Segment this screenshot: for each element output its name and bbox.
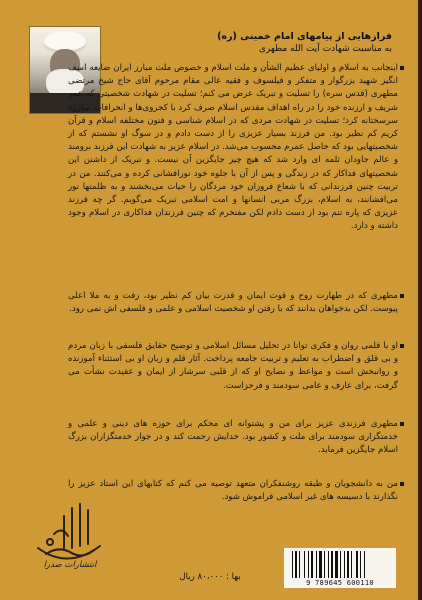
bullet-marker — [400, 66, 404, 70]
bullet-marker — [400, 294, 404, 298]
quote-paragraph-1: اینجانب به اسلام و اولیای عظیم الشأن و ملت اسلام و خصوص ملت مبارز ایران ضایعه اسف انگیز شهید بزرگوار و متفکر و فیلسوف و فقیه عالی مقام مرحوم آقای حاج شیخ مرتضی مطهری (قدس سره) را تسلیت و تبریک عرض می کنم؛ تسلیت در شهادت شخصیتی که عمر شریف و ارزنده خود را در راه اهداف مقدس اسلام صرف کرد با کجروی‌ها و انحرافات مبارزه سرسختانه کرد؛ تسلیت در شهادت مردی که در اسلام شناسی و فنون مختلفه اسلام و قرآن کریم کم نظیر بود. من فرزند بسیار عزیزی را از دست دادم و در سوگ او نشستم که از شخصیتهایی بود که حاصل عمرم محسوب می‌شد. در اسلام عزیز به شهادت این فرزند برومند و عالم جاودان ثلمه ای وارد شد که هیچ چیز جایگزین آن نیست. و تبریک از داشتن این شخصیتهای فداکار که در زندگی و پس از آن با جلوه خود نورافشانی کرده و می‌کنند. من در تربیت چنین فرزندانی که با شعاع فروزان خود مردگان را حیات می‌بخشند و به ظلمتها نور می‌افشانند، به اسلام، بزرگ مربی انسانها و امت اسلامی تبریک می‌گویم. گر چه فرزند عزیزی که پاره تنم بود از دست دادم لکن مفتخرم که چنین فرزندان فداکاری در اسلام وجود داشته و دارد. — [68, 63, 398, 232]
header-subtitle: به مناسبت شهادت آیت الله مطهری — [258, 44, 392, 54]
header-title: فرازهایی از پیامهای امام خمینی (ره) — [217, 31, 392, 42]
spine-edge — [418, 0, 422, 600]
price-label: بها : ۸۰،۰۰۰ ریال — [179, 572, 241, 582]
isbn-barcode — [284, 548, 396, 588]
publisher-name: انتشارات صدرا — [43, 560, 97, 570]
bullet-marker — [400, 344, 404, 348]
bullet-marker — [400, 422, 404, 426]
quote-paragraph-5: من به دانشجویان و طبقه روشنفکران متعهد توصیه می کنم که کتابهای این استاد عزیز را نگذارند با دسیسه های غیر اسلامی فراموش شود. — [68, 479, 398, 503]
isbn-number: 9 789645 600110 — [306, 579, 374, 587]
quote-paragraph-3: او با قلمی روان و فکری توانا در تحلیل مسائل اسلامی و توضیح حقایق فلسفی با زبان مردم و بی قلق و اضطراب به تعلیم و تربیت جامعه پرداخت. آثار قلم و زبان او بی استثناء آموزنده و روانبخش است و مواعظ و نصایح او که از قلبی سرشار از ایمان و عقیدت نشأت می گرفت، برای عارف و عامی سودمند و فرحزاست. — [68, 341, 398, 391]
quote-paragraph-4: مطهری فرزندی عزیز برای من و پشتوانه ای محکم برای حوزه های دینی و علمی و خدمتگزاری سودمند برای ملت و کشور بود. خدایش رحمت کند و در جوار خدمتگزاران بزرگ اسلام جایگزین فرماید. — [68, 419, 398, 456]
bullet-marker — [400, 482, 404, 486]
quote-paragraph-2: مطهری که در طهارت روح و قوت ایمان و قدرت بیان کم نظیر بود، رفت و به ملا اعلی پیوست. لکن بدخواهان بدانند که با رفتن او شخصیت اسلامی و علمی و فلسفی اش نمی رود. — [68, 291, 398, 315]
